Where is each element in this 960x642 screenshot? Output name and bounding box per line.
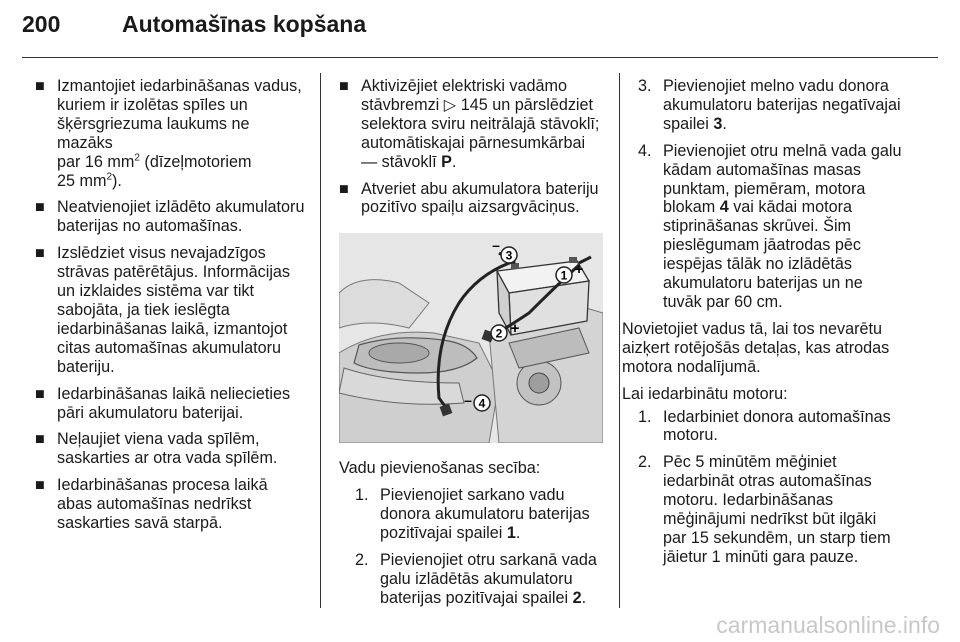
bullet-item: ■ Iedarbināšanas laikā neliecieties pāri akumulatoru baterijai. (35, 384, 291, 422)
column-2 (339, 77, 605, 616)
svg-text:3: 3 (505, 248, 513, 263)
header-divider (22, 57, 938, 58)
column-divider-2 (619, 73, 620, 608)
bullet-square-icon: ■ (339, 179, 349, 198)
numbered-step: 1. Iedarbiniet donora automašīnas motoru. (638, 407, 891, 445)
engine-bay-illustration (339, 233, 603, 443)
bullet-item: ■ Aktivizējiet elektriski vadāmo stāvbremzi ▷ 145 un pārslēdziet selektora sviru neitrālajā stāvoklī; automātiskajai pārnesumkārbai — stāvoklī P. (339, 77, 600, 171)
svg-text:–: – (464, 392, 472, 409)
numbered-step: 4. Pievienojiet otru melnā vada galu kādam automašīnas masas punktam, piemēram, motora blokam 4 vai kādai motora stiprināšanas skrūvei. Šim pieslēgumam jāatrodas pēc iespējas tālāk no izlādētās akumulatoru baterijas un ne tuvāk par 60 cm. (638, 141, 902, 311)
svg-text:–: – (492, 237, 500, 254)
page-title: Automašīnas kopšana (122, 11, 367, 37)
paragraph: Novietojiet vadus tā, lai tos nevarētu aizķert rotējošās detaļas, kas atrodas motora nodalījumā. (622, 319, 890, 376)
bullet-item: ■ Neatvienojiet izlādēto akumulatoru baterijas no automašīnas. (35, 198, 305, 236)
column-1 (35, 77, 307, 541)
bullet-square-icon: ■ (339, 77, 349, 95)
column-divider-1 (320, 73, 321, 608)
page-ref-arrow-icon: ▷ (443, 95, 457, 114)
jump-start-diagram (339, 233, 603, 443)
paragraph: Lai iedarbinātu motoru: (622, 384, 788, 403)
bullet-square-icon: ■ (35, 430, 45, 449)
numbered-step: 2. Pievienojiet otru sarkanā vada galu izlādētās akumulatoru baterijas pozitīvajai spailei 2. (355, 550, 597, 607)
bullet-item: ■ Izmantojiet iedarbināšanas vadus, kuriem ir izolētas spīles un šķērsgriezuma laukums ne mazāks par 16 $mm^2$ (dīzeļmotoriem 25 $mm^2$). (35, 77, 302, 190)
bullet-item: ■ Izslēdziet visus nevajadzīgos strāvas patērētājus. Informācijas un izklaides sistēma var tikt sabojāta, ja tiek ieslēgta iedarbināšanas laikā, izmantojot citas automašīnas akumulatoru bateriju. (35, 244, 291, 376)
bullet-square-icon: ■ (35, 384, 45, 403)
column-3 (622, 77, 904, 575)
svg-text:1: 1 (560, 268, 568, 283)
numbered-step: 1. Pievienojiet sarkano vadu donora akumulatoru baterijas pozitīvajai spailei 1. (355, 486, 590, 543)
bullet-square-icon: ■ (35, 244, 45, 263)
bullet-square-icon: ■ (35, 476, 45, 495)
watermark: carmanualsonline.info (716, 612, 940, 638)
bullet-square-icon: ■ (35, 77, 45, 95)
page-ref-link[interactable]: 145 (460, 95, 488, 114)
sequence-title: Vadu pievienošanas secība: (339, 459, 541, 478)
bullet-square-icon: ■ (35, 198, 45, 217)
svg-text:+: + (510, 320, 520, 338)
bullet-item: ■ Neļaujiet viena vada spīlēm, saskarties ar otra vada spīlēm. (35, 430, 278, 468)
numbered-step: 2. Pēc 5 minūtēm mēģiniet iedarbināt otras automašīnas motoru. Iedarbināšanas mēģinājumi nedrīkst būt ilgāki par 15 sekundēm, un starp tiem jāietur 1 minūti gara pauze. (638, 453, 891, 566)
svg-text:+: + (574, 261, 584, 279)
bullet-item: ■ Iedarbināšanas procesa laikā abas automašīnas nedrīkst saskarties savā starpā. (35, 476, 268, 533)
numbered-step: 3. Pievienojiet melno vadu donora akumulatoru baterijas negatīvajai spailei 3. (638, 77, 901, 133)
page-number: 200 (22, 11, 61, 37)
bullet-item: ■ Atveriet abu akumulatora bateriju pozitīvo spaiļu aizsargvāciņus. (339, 179, 599, 217)
svg-text:4: 4 (478, 396, 486, 411)
svg-text:2: 2 (495, 326, 503, 341)
